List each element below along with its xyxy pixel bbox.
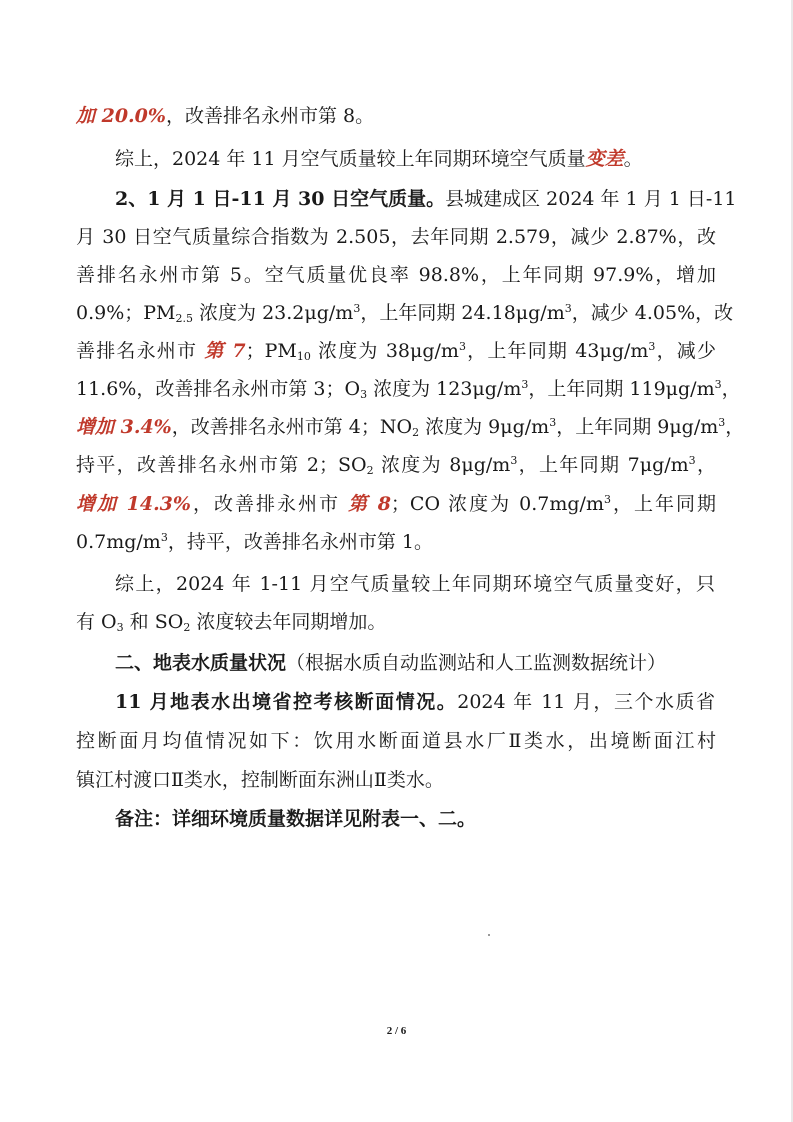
- body-text: ，上年同期 24.18μg/m: [360, 302, 565, 324]
- highlight-text: 加 20.0%: [76, 105, 166, 127]
- body-text: 浓度为 38μg/m: [310, 340, 459, 362]
- body-text: ，上年同期: [610, 493, 716, 515]
- body-text: ，: [721, 378, 741, 400]
- body-text: 浓度为 123μg/m: [367, 378, 522, 400]
- body-text: 浓度为 9μg/m: [419, 416, 550, 438]
- superscript: 3: [718, 416, 726, 429]
- paragraph-line: [76, 103, 716, 129]
- section-heading: 二、地表水质量状况: [115, 652, 287, 674]
- note-line: 备注：详细环境质量数据详见附表一、二。: [115, 808, 477, 830]
- body-text: ，: [725, 416, 745, 438]
- subscript: 10: [296, 350, 311, 363]
- body-text: ，减少 4.05%，改: [571, 302, 734, 324]
- body-text: ，上年同期 119μg/m: [528, 378, 715, 400]
- superscript: 3: [648, 340, 656, 353]
- body-text: 浓度为 23.2μg/m: [193, 302, 354, 324]
- superscript: 3: [603, 493, 611, 506]
- body-text: ，改善排名永州市第 8。: [165, 105, 375, 127]
- highlight-text: 第 8: [348, 493, 391, 515]
- superscript: 3: [521, 378, 529, 391]
- paragraph-line: [76, 414, 745, 440]
- subscript: 2: [183, 621, 191, 634]
- body-text: 有 O: [76, 611, 117, 633]
- body-text: ；PM: [245, 340, 297, 362]
- paragraph-line: 控断面月均值情况如下：饮用水断面道县水厂Ⅱ类水，出境断面江村: [76, 730, 716, 752]
- body-text: 综上，2024 年 11 月空气质量较上年同期环境空气质量: [115, 148, 586, 170]
- paragraph-line: [115, 146, 715, 172]
- body-text: 善排名永州市: [76, 340, 205, 362]
- section-heading-line: [115, 650, 715, 676]
- section-heading: 11 月地表水出境省控考核断面情况。: [115, 691, 458, 713]
- body-text: ，上年同期 7μg/m: [517, 454, 689, 476]
- paragraph-line: 善排名永州市第 5。空气质量优良率 98.8%，上年同期 97.9%，增加: [76, 264, 716, 286]
- paragraph-line: [76, 529, 716, 555]
- paragraph-line: 月 30 日空气质量综合指数为 2.505，去年同期 2.579，减少 2.87%，改: [76, 226, 716, 248]
- highlight-text: 增加 3.4%: [76, 416, 172, 438]
- scan-speck: [488, 934, 490, 936]
- body-text: ，: [695, 454, 716, 476]
- superscript: 3: [353, 302, 361, 315]
- superscript: 3: [549, 416, 557, 429]
- highlight-text: 增加 14.3%: [76, 493, 191, 515]
- paragraph-line: 综上，2024 年 1-11 月空气质量较上年同期环境空气质量变好，只: [115, 573, 715, 595]
- body-text: 0.9%；PM: [76, 302, 176, 324]
- paragraph-line: 镇江村渡口Ⅱ类水，控制断面东洲山Ⅱ类水。: [76, 769, 444, 791]
- body-text: 浓度为 8μg/m: [373, 454, 511, 476]
- body-text: ；CO 浓度为 0.7mg/m: [390, 493, 604, 515]
- paragraph-line: [76, 452, 716, 478]
- section-heading-line: [115, 689, 715, 715]
- section-heading: 2、1 月 1 日-11 月 30 日空气质量。: [115, 188, 446, 210]
- body-text: 浓度较去年同期增加。: [190, 611, 387, 633]
- body-text: ，改善排名永州市第 4；NO: [171, 416, 413, 438]
- superscript: 3: [458, 340, 466, 353]
- body-text: 0.7mg/m: [76, 531, 161, 553]
- superscript: 3: [714, 378, 722, 391]
- subscript: 3: [116, 621, 124, 634]
- body-text: （根据水质自动监测站和人工监测数据统计）: [286, 652, 667, 674]
- subscript: 3: [360, 388, 368, 401]
- body-text: ，持平，改善排名永州市第 1。: [167, 531, 433, 553]
- paragraph-line: [76, 609, 716, 635]
- paragraph-line: [76, 338, 716, 364]
- body-text: 11.6%，改善排名永州市第 3；O: [76, 378, 361, 400]
- subscript: 2: [412, 426, 420, 439]
- body-text: 县城建成区 2024 年 1 月 1 日-11: [445, 188, 737, 210]
- highlight-text: 第 7: [204, 340, 246, 362]
- body-text: ，减少: [655, 340, 716, 362]
- highlight-text: 变差: [585, 148, 624, 170]
- superscript: 3: [564, 302, 572, 315]
- paragraph-line: [76, 491, 716, 517]
- superscript: 3: [510, 454, 518, 467]
- body-text: 持平，改善排名永州市第 2；SO: [76, 454, 367, 476]
- paragraph-line: [76, 300, 734, 326]
- paragraph-line: [76, 376, 741, 402]
- body-text: ，上年同期 43μg/m: [465, 340, 649, 362]
- body-text: ，改善排永州市: [190, 493, 349, 515]
- superscript: 3: [688, 454, 696, 467]
- body-text: 2024 年 11 月，三个水质省: [457, 691, 715, 713]
- body-text: ，上年同期 9μg/m: [556, 416, 719, 438]
- body-text: 。: [623, 148, 643, 170]
- body-text: 和 SO: [123, 611, 184, 633]
- superscript: 3: [160, 531, 168, 544]
- subscript: 2: [366, 464, 374, 477]
- section-heading-line: [115, 186, 737, 212]
- page-number: 2 / 6: [386, 1025, 407, 1037]
- subscript: 2.5: [175, 312, 194, 325]
